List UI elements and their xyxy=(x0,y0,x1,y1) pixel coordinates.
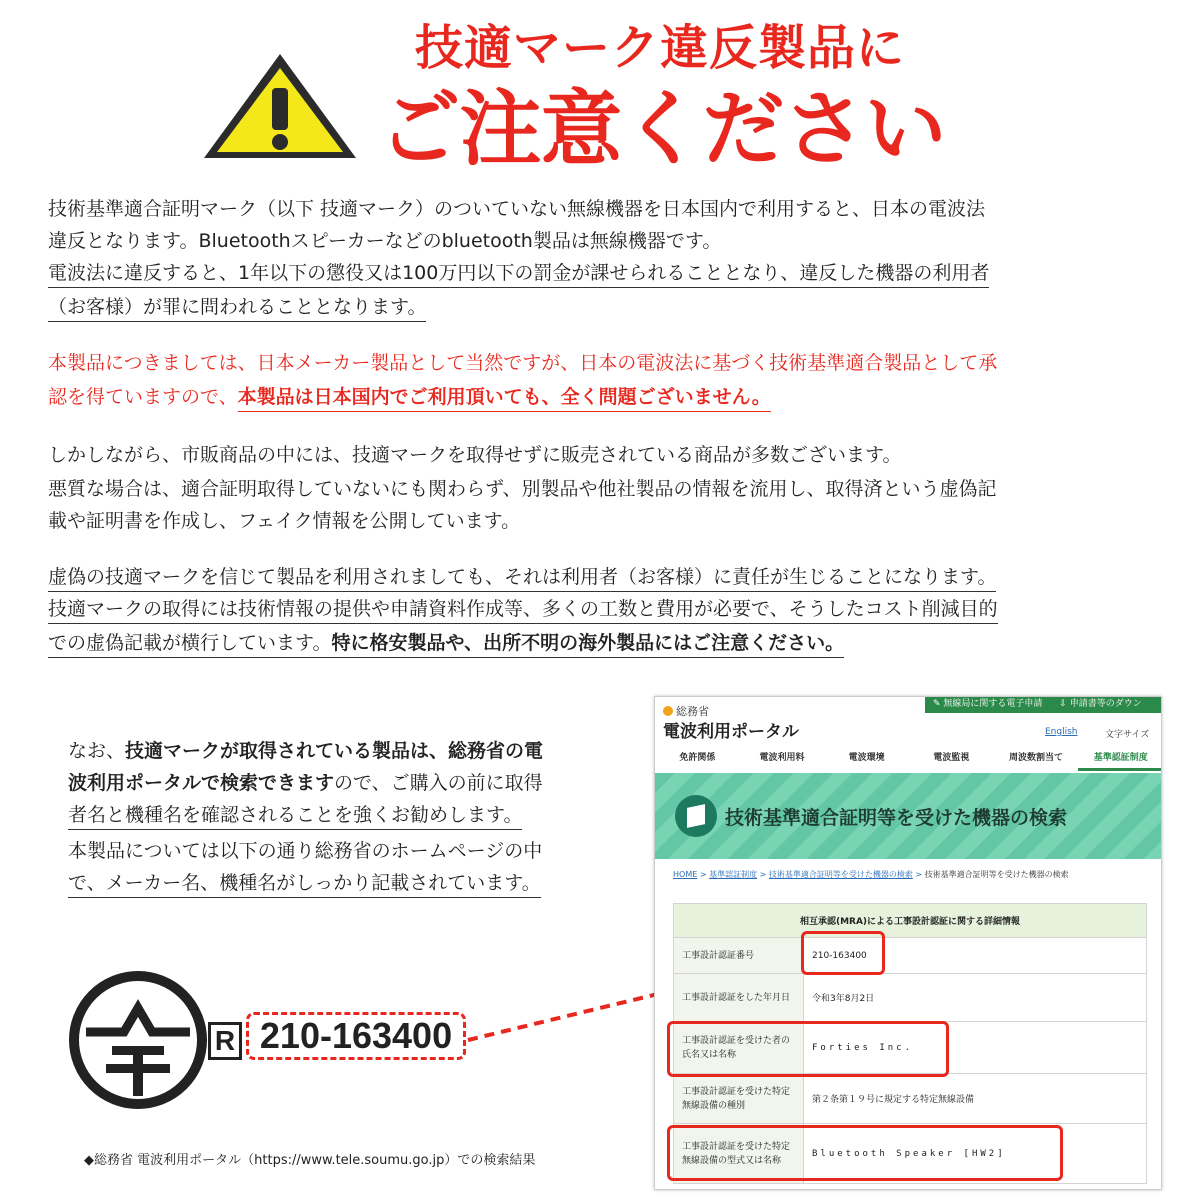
portal-banner xyxy=(655,773,1162,859)
row-key-model-name: 工事設計認証を受けた特定無線設備の型式又は名称 xyxy=(674,1124,804,1184)
row-key-holder-name: 工事設計認証を受けた者の氏名又は名称 xyxy=(674,1022,804,1074)
portal-nav xyxy=(655,749,1162,771)
section3-line2: 悪質な場合は、適合証明取得していないにも関わらず、別製品や他社製品の情報を流用し、取得済という虚偽記 xyxy=(48,478,997,500)
certification-number-highlight: 210-163400 xyxy=(246,1012,466,1060)
breadcrumb-home[interactable]: HOME xyxy=(673,870,698,879)
row-value-cert-number: 210-163400 xyxy=(804,938,1147,974)
section1-line1: 技術基準適合証明マーク（以下 技適マーク）のついていない無線機器を日本国内で利用すると、日本の電波法 xyxy=(48,198,986,220)
row-key-cert-date: 工事設計認証をした年月日 xyxy=(674,974,804,1022)
nav-item-environment[interactable]: 電波環境 xyxy=(848,753,885,763)
topbar-e-application-link[interactable]: 無線局に関する電子申請 xyxy=(943,699,1043,709)
nav-item-certification[interactable]: 基準認証制度 xyxy=(1078,749,1162,771)
nav-item-monitoring[interactable]: 電波監視 xyxy=(933,753,970,763)
pencil-icon: ✎ xyxy=(933,699,944,709)
row-key-equipment-type: 工事設計認証を受けた特定無線設備の種別 xyxy=(674,1074,804,1124)
font-size-control[interactable]: 文字サイズ xyxy=(1105,730,1150,740)
section4-line2: 技適マークの取得には技術情報の提供や申請資料作成等、多くの工数と費用が必要で、そうしたコスト削減目的 xyxy=(48,598,998,624)
section1-line2: 違反となります。Bluetoothスピーカーなどのbluetooth製品は無線機器です。 xyxy=(48,230,722,252)
headline-line1: 技適マーク違反製品に xyxy=(414,20,905,76)
breadcrumb-certification[interactable]: 基準認証制度 xyxy=(709,870,758,879)
r-mark-box: R xyxy=(208,1022,242,1060)
table-row xyxy=(674,938,1147,974)
table-row xyxy=(674,1074,1147,1124)
portal-topbar xyxy=(925,697,1162,713)
section3-line3: 載や証明書を作成し、フェイク情報を公開しています。 xyxy=(48,510,521,532)
section5-line4: 本製品については以下の通り総務省のホームページの中 xyxy=(68,840,543,862)
row-value-equipment-type: 第２条第１９号に規定する特定無線設備 xyxy=(804,1074,1147,1124)
nav-item-frequency[interactable]: 周波数割当て xyxy=(1009,753,1064,763)
section3-line1: しかしながら、市販商品の中には、技適マークを取得せずに販売されている商品が多数ございます。 xyxy=(48,444,902,466)
ministry-name: 総務省 xyxy=(676,705,709,718)
english-link[interactable]: English xyxy=(1045,727,1078,737)
section5-line2-b: 波利用ポータルで検索できます xyxy=(68,772,335,794)
section2-line2-plain: 認を得ていますので、 xyxy=(48,386,238,408)
section5-line5: で、メーカー名、機種名がしっかり記載されています。 xyxy=(68,872,541,898)
section5-line1-a: なお、 xyxy=(68,740,126,762)
breadcrumb-current: 技術基準適合証明等を受けた機器の検索 xyxy=(924,870,1069,879)
nav-item-usage-fee[interactable]: 電波利用料 xyxy=(759,753,805,763)
row-value-cert-date: 令和3年8月2日 xyxy=(804,974,1147,1022)
row-key-cert-number: 工事設計認証番号 xyxy=(674,938,804,974)
section4-line1: 虚偽の技適マークを信じて製品を利用されましても、それは利用者（お客様）に責任が生じることになります。 xyxy=(48,566,996,592)
banner-title: 技術基準適合証明等を受けた機器の検索 xyxy=(725,807,1068,829)
section5-line2-c: ので、ご購入の前に取得 xyxy=(334,772,543,794)
source-note: ◆総務省 電波利用ポータル（https://www.tele.soumu.go.jp）での検索結果 xyxy=(84,1153,536,1168)
row-value-model-name: Bluetooth Speaker [HW2] xyxy=(804,1124,1147,1184)
table-row xyxy=(674,974,1147,1022)
highlight-holder-name xyxy=(667,1021,949,1077)
giteki-mark-icon xyxy=(66,968,210,1112)
breadcrumb: HOME > 基準認証制度 > 技術基準適合証明等を受けた機器の検索 > 技術基準適合証明等を受けた機器の検索 xyxy=(673,870,1069,879)
section4-line3-plain: での虚偽記載が横行しています。 xyxy=(48,632,332,654)
portal-title[interactable]: 電波利用ポータル xyxy=(663,722,799,742)
section1-line4: （お客様）が罪に問われることとなります。 xyxy=(48,296,426,322)
nav-item-license[interactable]: 免許関係 xyxy=(679,753,716,763)
section2-line2-bold: 本製品は日本国内でご利用頂いても、全く問題ございません。 xyxy=(238,386,771,412)
section4-line3-bold: 特に格安製品や、出所不明の海外製品にはご注意ください。 xyxy=(331,632,845,654)
highlight-cert-number xyxy=(801,931,885,975)
headline-line2: ご注意ください xyxy=(378,82,946,177)
search-document-icon xyxy=(675,795,717,837)
download-icon: ⇩ xyxy=(1059,699,1070,709)
section5-line1-b: 技適マークが取得されている製品は、総務省の電 xyxy=(125,740,544,762)
section1-line3: 電波法に違反すると、1年以下の懲役又は100万円以下の罰金が課せられることとなり、違反した機器の利用者 xyxy=(48,262,989,288)
breadcrumb-search[interactable]: 技術基準適合証明等を受けた機器の検索 xyxy=(768,870,913,879)
highlight-model-name xyxy=(667,1125,1063,1181)
section5-line3: 者名と機種名を確認されることを強くお勧めします。 xyxy=(68,804,522,830)
topbar-download-link[interactable]: 申請書等のダウン xyxy=(1069,699,1142,709)
ministry-logo-icon xyxy=(663,706,673,716)
row-value-holder-name: Forties Inc. xyxy=(804,1022,1147,1074)
warning-triangle-icon xyxy=(200,50,360,162)
section2-line1: 本製品につきましては、日本メーカー製品として当然ですが、日本の電波法に基づく技術基準適合製品として承 xyxy=(48,352,998,374)
portal-screenshot xyxy=(654,696,1162,1190)
table-header: 相互承認(MRA)による工事設計認証に関する詳細情報 xyxy=(674,904,1147,938)
